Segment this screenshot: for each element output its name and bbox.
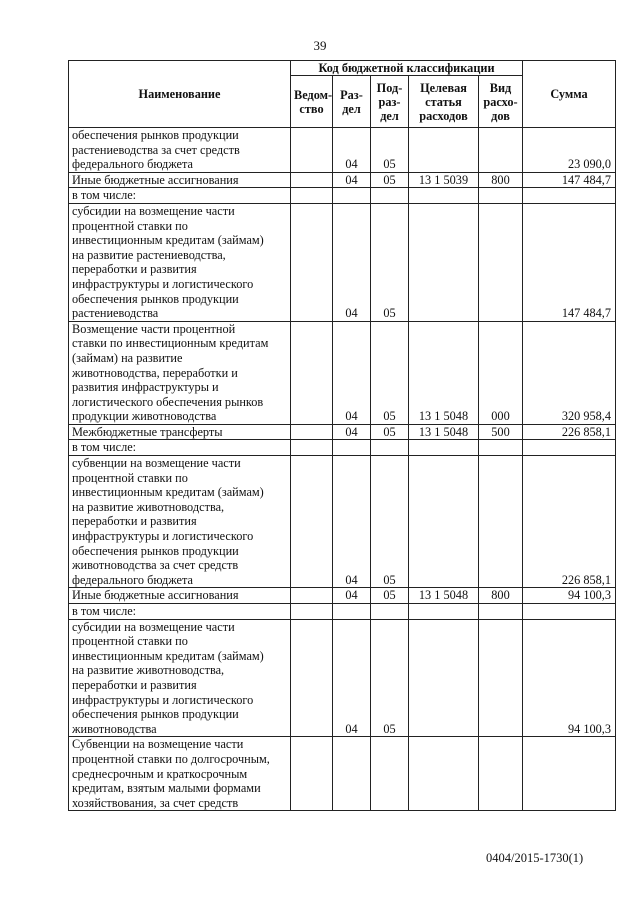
header-sum: Сумма (523, 61, 616, 128)
table-row (69, 188, 616, 204)
cell-razdel: 04 (333, 456, 371, 588)
cell-razdel: 04 (333, 424, 371, 440)
cell-vedomstvo (291, 424, 333, 440)
cell-target: 13 1 5048 (409, 424, 479, 440)
cell-vid: 800 (479, 588, 523, 604)
cell-name: субвенции на возмещение части процентной ставки по инвестиционным кредитам (займам) на развитие животноводства, переработки и развития инфраструктуры и логистического обеспечения рынков продукции животноводства за счет средств федерального бюджета (69, 456, 291, 588)
cell-target (409, 188, 479, 204)
cell-sum: 226 858,1 (523, 456, 616, 588)
header-podrazdel: Под- раз- дел (371, 76, 409, 128)
cell-podrazdel (371, 440, 409, 456)
cell-name: Возмещение части процентной ставки по инвестиционным кредитам (займам) на развитие животноводства, переработки и развития инфраструктуры и логистического обеспечения рынков продукции животноводства (69, 321, 291, 424)
cell-vedomstvo (291, 604, 333, 620)
cell-vid (479, 188, 523, 204)
cell-sum (523, 604, 616, 620)
cell-sum (523, 440, 616, 456)
cell-razdel: 04 (333, 128, 371, 173)
cell-target (409, 128, 479, 173)
cell-razdel: 04 (333, 321, 371, 424)
cell-sum (523, 188, 616, 204)
cell-target: 13 1 5048 (409, 588, 479, 604)
cell-name: Межбюджетные трансферты (69, 424, 291, 440)
cell-name: субсидии на возмещение части процентной ставки по инвестиционным кредитам (займам) на развитие растениеводства, переработки и развития инфраструктуры и логистического обеспечения рынков продукции растениеводства (69, 203, 291, 321)
cell-target: 13 1 5039 (409, 172, 479, 188)
cell-vid (479, 456, 523, 588)
cell-name: Субвенции на возмещение части процентной ставки по долгосрочным, среднесрочным и краткосрочным кредитам, взятым малыми формами хозяйствования, за счет средств (69, 737, 291, 811)
cell-podrazdel: 05 (371, 128, 409, 173)
header-vedomstvo: Ведом- ство (291, 76, 333, 128)
cell-name: в том числе: (69, 188, 291, 204)
cell-target (409, 619, 479, 737)
table-row (69, 203, 616, 321)
cell-razdel (333, 188, 371, 204)
cell-sum (523, 737, 616, 811)
table-row (69, 440, 616, 456)
cell-razdel: 04 (333, 203, 371, 321)
cell-target: 13 1 5048 (409, 321, 479, 424)
cell-vedomstvo (291, 203, 333, 321)
cell-vedomstvo (291, 440, 333, 456)
cell-name: обеспечения рынков продукции растениеводства за счет средств федерального бюджета (69, 128, 291, 173)
cell-target (409, 440, 479, 456)
cell-sum: 147 484,7 (523, 172, 616, 188)
cell-sum: 94 100,3 (523, 619, 616, 737)
cell-vedomstvo (291, 588, 333, 604)
cell-sum: 23 090,0 (523, 128, 616, 173)
cell-razdel (333, 440, 371, 456)
cell-vedomstvo (291, 456, 333, 588)
table-row (69, 588, 616, 604)
table-row (69, 128, 616, 173)
table-row (69, 456, 616, 588)
table-row (69, 737, 616, 811)
cell-vedomstvo (291, 188, 333, 204)
cell-razdel: 04 (333, 588, 371, 604)
cell-vid: 000 (479, 321, 523, 424)
table-row (69, 424, 616, 440)
cell-podrazdel (371, 737, 409, 811)
header-code-group: Код бюджетной классификации (291, 61, 523, 76)
cell-vid: 500 (479, 424, 523, 440)
page-number: 39 (313, 38, 327, 53)
cell-name: Иные бюджетные ассигнования (69, 172, 291, 188)
cell-podrazdel: 05 (371, 203, 409, 321)
header-name: Наименование (69, 61, 291, 128)
cell-podrazdel: 05 (371, 424, 409, 440)
cell-sum: 147 484,7 (523, 203, 616, 321)
table-row (69, 604, 616, 620)
header-razdel: Раз- дел (333, 76, 371, 128)
cell-vid (479, 619, 523, 737)
table-row (69, 619, 616, 737)
cell-vid (479, 737, 523, 811)
cell-sum: 320 958,4 (523, 321, 616, 424)
cell-name: Иные бюджетные ассигнования (69, 588, 291, 604)
cell-target (409, 737, 479, 811)
cell-vid (479, 604, 523, 620)
header-target: Целевая статья расходов (409, 76, 479, 128)
cell-name: в том числе: (69, 440, 291, 456)
cell-razdel: 04 (333, 619, 371, 737)
cell-podrazdel: 05 (371, 321, 409, 424)
cell-name: в том числе: (69, 604, 291, 620)
table-row (69, 172, 616, 188)
cell-podrazdel: 05 (371, 588, 409, 604)
header-vid: Вид расхо- дов (479, 76, 523, 128)
cell-razdel (333, 737, 371, 811)
cell-target (409, 604, 479, 620)
budget-table (68, 60, 616, 811)
cell-vid (479, 203, 523, 321)
cell-vedomstvo (291, 619, 333, 737)
cell-vedomstvo (291, 128, 333, 173)
cell-podrazdel (371, 604, 409, 620)
cell-vedomstvo (291, 737, 333, 811)
cell-sum: 226 858,1 (523, 424, 616, 440)
cell-name: субсидии на возмещение части процентной ставки по инвестиционным кредитам (займам) на развитие животноводства, переработки и развития инфраструктуры и логистического обеспечения рынков продукции животноводства (69, 619, 291, 737)
cell-podrazdel: 05 (371, 172, 409, 188)
cell-target (409, 456, 479, 588)
cell-sum: 94 100,3 (523, 588, 616, 604)
cell-vedomstvo (291, 321, 333, 424)
cell-vid (479, 440, 523, 456)
cell-vid: 800 (479, 172, 523, 188)
document-code: 0404/2015-1730(1) (486, 851, 584, 865)
cell-podrazdel: 05 (371, 619, 409, 737)
cell-target (409, 203, 479, 321)
cell-podrazdel (371, 188, 409, 204)
cell-razdel: 04 (333, 172, 371, 188)
cell-vedomstvo (291, 172, 333, 188)
cell-vid (479, 128, 523, 173)
table-row (69, 321, 616, 424)
cell-razdel (333, 604, 371, 620)
cell-podrazdel: 05 (371, 456, 409, 588)
